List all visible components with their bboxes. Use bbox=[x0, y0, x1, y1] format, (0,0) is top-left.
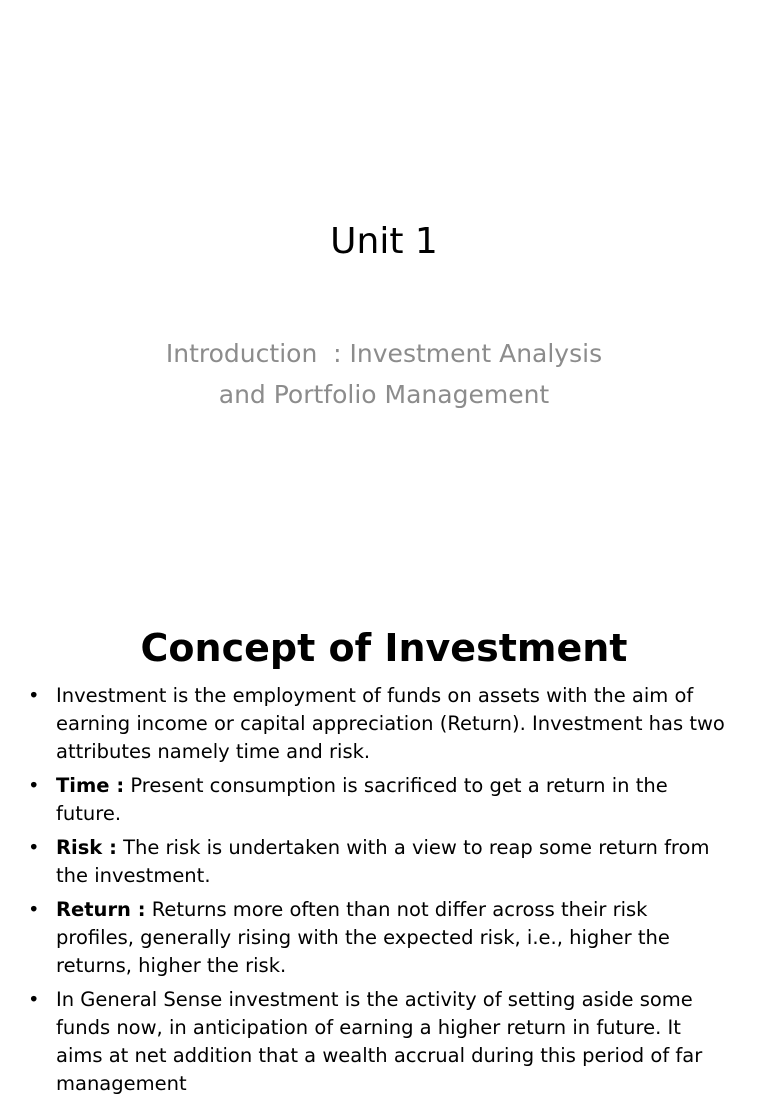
bullet-icon: • bbox=[28, 988, 40, 1011]
slide-subtitle bbox=[110, 333, 658, 415]
bullet-item bbox=[0, 986, 768, 1098]
bullet-icon: • bbox=[28, 774, 40, 797]
bullet-text: Returns more often than not differ across their risk profiles, generally rising with the expected risk, i.e., higher the returns, higher the risk. bbox=[56, 898, 670, 977]
bullet-list bbox=[0, 682, 768, 1104]
bullet-text: The risk is undertaken with a view to reap some return from the investment. bbox=[56, 836, 710, 887]
bullet-label: Risk : bbox=[56, 836, 117, 859]
bullet-icon: • bbox=[28, 898, 40, 921]
bullet-item bbox=[0, 834, 768, 890]
section-title: Concept of Investment bbox=[140, 626, 628, 670]
subtitle-line-1: Introduction : Investment Analysis bbox=[165, 339, 603, 368]
bullet-item bbox=[0, 682, 768, 766]
bullet-icon: • bbox=[28, 684, 40, 707]
subtitle-line-2: and Portfolio Management bbox=[218, 380, 550, 409]
bullet-label: Return : bbox=[56, 898, 146, 921]
slide-title: Unit 1 bbox=[330, 221, 438, 262]
bullet-text: Present consumption is sacrificed to get a return in the future. bbox=[56, 774, 668, 825]
bullet-text: Investment is the employment of funds on assets with the aim of earning income or capital appreciation (Return). Investment has two attributes namely time and risk. bbox=[56, 684, 725, 763]
bullet-item bbox=[0, 772, 768, 828]
bullet-item bbox=[0, 896, 768, 980]
bullet-text: In General Sense investment is the activity of setting aside some funds now, in anticipation of earning a higher return in future. It aims at net addition that a wealth accrual during this period of far management bbox=[56, 988, 703, 1095]
bullet-label: Time : bbox=[56, 774, 125, 797]
bullet-icon: • bbox=[28, 836, 40, 859]
